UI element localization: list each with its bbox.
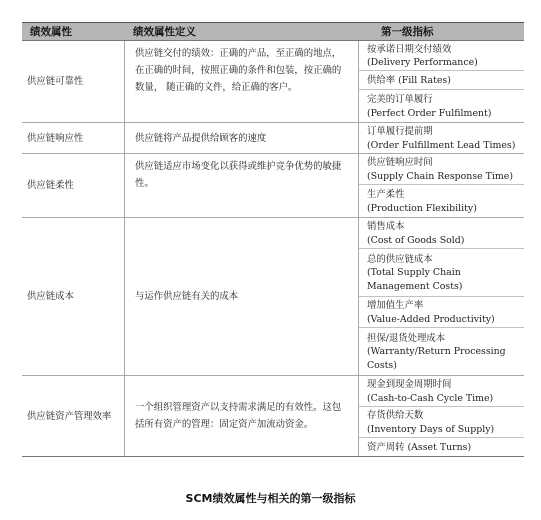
table-row <box>22 41 524 123</box>
metric-en: (Order Fulfillment Lead Times) <box>367 139 516 151</box>
metrics-cell <box>359 41 524 122</box>
metric-item <box>359 328 524 375</box>
metric-en: (Value-Added Productivity) <box>367 313 495 325</box>
table-caption: SCM绩效属性与相关的第一级指标 <box>185 492 356 505</box>
metric-zh: 订单履行提前期 <box>367 126 433 138</box>
metric-en: (Production Flexibility) <box>367 202 477 214</box>
metric-item <box>359 41 524 71</box>
attribute-cell: 供应链资产管理效率 <box>22 376 125 456</box>
header-definition: 绩效属性定义 <box>133 26 196 38</box>
metric-en: (Total Supply Chain Management Costs) <box>367 267 463 292</box>
header-level1-metrics: 第一级指标 <box>381 26 434 38</box>
metric-zh: 销售成本 <box>367 221 405 233</box>
metric-item <box>359 376 524 407</box>
metrics-cell <box>359 123 524 153</box>
metric-zh: 生产柔性 <box>367 189 405 201</box>
table-row <box>22 218 524 376</box>
definition-cell <box>125 376 359 456</box>
metric-en: (Inventory Days of Supply) <box>367 423 495 435</box>
metric-item <box>359 438 524 456</box>
metric-en: (Supply Chain Response Time) <box>367 170 513 182</box>
attribute-cell: 供应链柔性 <box>22 154 125 217</box>
metric-zh: 担保/退货处理成本 <box>367 333 446 345</box>
metric-zh: 增加值生产率 <box>367 300 424 312</box>
definition-cell <box>125 123 359 153</box>
attribute-cell: 供应链可靠性 <box>22 41 125 122</box>
attribute-cell: 供应链成本 <box>22 218 125 375</box>
metric-zh: 资产周转 (Asset Turns) <box>367 441 472 453</box>
table-row <box>22 123 524 154</box>
metric-item <box>359 218 524 249</box>
scm-metrics-table <box>22 22 524 457</box>
metric-zh: 供给率 (Fill Rates) <box>367 74 451 86</box>
definition-text: 一个组织管理资产以支持需求满足的有效性。这包括所有资产的管理：固定资产加流动资金。 <box>135 402 342 430</box>
metrics-cell <box>359 376 524 456</box>
definition-cell <box>125 41 359 122</box>
metric-en: (Cost of Goods Sold) <box>367 234 465 246</box>
metric-item <box>359 185 524 217</box>
metric-item <box>359 407 524 438</box>
metric-item <box>359 123 524 153</box>
metrics-cell <box>359 218 524 375</box>
metric-zh: 按承诺日期交付绩效 <box>367 43 452 55</box>
metric-en: (Warranty/Return Processing Costs) <box>367 346 506 371</box>
metric-item <box>359 249 524 297</box>
definition-text: 供应链适应市场变化以获得或维护竞争优势的敏捷性。 <box>135 161 342 189</box>
definition-text: 供应链交付的绩效：正确的产品，至正确的地点，在正确的时间，按照正确的条件和包装，按正确的数量， 随正确的文件，给正确的客户。 <box>135 48 342 93</box>
header-attribute: 绩效属性 <box>30 26 72 38</box>
definition-text: 供应链将产品提供给顾客的速度 <box>135 132 267 144</box>
attribute-cell: 供应链响应性 <box>22 123 125 153</box>
table-row <box>22 154 524 218</box>
metric-zh: 完美的订单履行 <box>367 94 433 106</box>
table-header <box>22 23 524 41</box>
metric-zh: 总的供应链成本 <box>367 254 433 266</box>
metric-item <box>359 71 524 90</box>
definition-cell <box>125 218 359 375</box>
definition-text: 与运作供应链有关的成本 <box>135 291 239 302</box>
metric-en: (Perfect Order Fulfilment) <box>367 107 492 119</box>
metric-zh: 供应链响应时间 <box>367 157 433 169</box>
table-row <box>22 376 524 456</box>
metric-en: (Cash-to-Cash Cycle Time) <box>367 392 494 404</box>
metric-item <box>359 297 524 328</box>
metrics-cell <box>359 154 524 217</box>
metric-item <box>359 154 524 185</box>
definition-cell <box>125 154 359 217</box>
metric-zh: 现金到现金周期时间 <box>367 379 452 391</box>
metric-zh: 存货供给天数 <box>367 410 424 422</box>
metric-en: (Delivery Performance) <box>367 57 478 68</box>
metric-item <box>359 90 524 122</box>
